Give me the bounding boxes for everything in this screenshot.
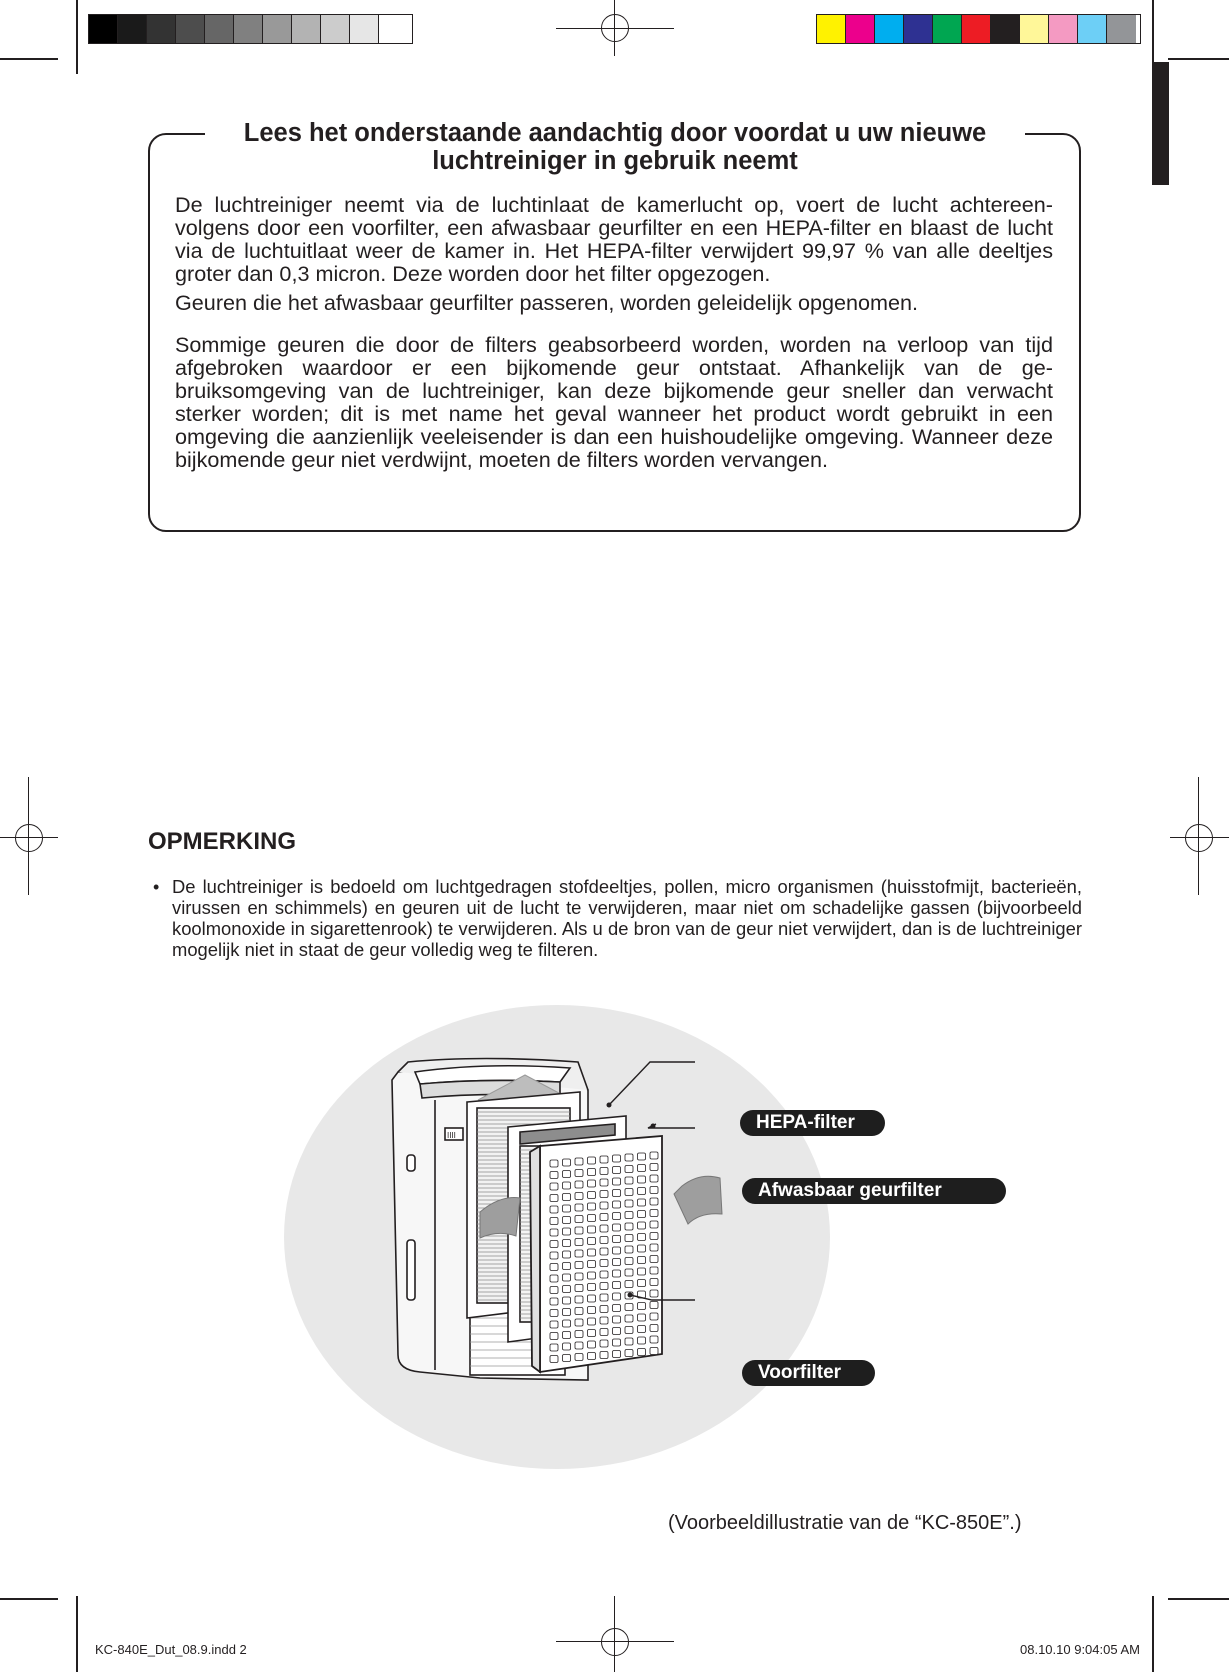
label-pre-filter: Voorfilter xyxy=(742,1360,875,1386)
notice-paragraph-2: Geuren die het afwasbaar geurfilter passeren, worden geleidelijk opgenomen. xyxy=(175,290,919,315)
illustration-caption: (Voorbeeldillustratie van de “KC-850E”.) xyxy=(668,1512,1022,1534)
label-odour-filter: Afwasbaar geurfilter xyxy=(742,1178,1006,1204)
notice-paragraph-1: De luchtreiniger neemt via de luchtinlaat de kamerlucht op, voert de lucht achtereen-volgens door een voorfilter, een afwasbaar geurfilter en een HEPA-filter en blaast de lucht via de luchtuitlaat weer de kamer in. Het HEPA-filter verwijdert 99,97 % van alle deeltjes groter dan 0,3 micron. Deze worden door het filter opgezogen. xyxy=(175,192,1053,286)
color-swatch xyxy=(991,15,1020,43)
footer-file-name: KC-840E_Dut_08.9.indd 2 xyxy=(95,1642,247,1657)
gray-swatch xyxy=(147,15,176,43)
color-swatch xyxy=(933,15,962,43)
gray-swatch xyxy=(263,15,292,43)
gray-swatch xyxy=(118,15,147,43)
color-swatch xyxy=(1049,15,1078,43)
device-display-text: IIII xyxy=(447,1131,456,1140)
color-swatch xyxy=(817,15,846,43)
gray-swatch xyxy=(350,15,379,43)
color-swatch xyxy=(1020,15,1049,43)
notice-title xyxy=(205,119,1025,175)
color-calibration-bar xyxy=(816,14,1141,44)
color-swatch xyxy=(904,15,933,43)
footer-timestamp: 08.10.10 9:04:05 AM xyxy=(1020,1642,1140,1657)
gray-swatch xyxy=(205,15,234,43)
color-swatch xyxy=(875,15,904,43)
air-purifier-illustration xyxy=(270,1000,990,1480)
pre-filter-panel xyxy=(530,1136,662,1372)
notice-title-line1: Lees het onderstaande aandachtig door voordat u uw nieuwe xyxy=(243,119,987,147)
gray-swatch xyxy=(292,15,321,43)
color-swatch xyxy=(1107,15,1136,43)
gray-swatch xyxy=(89,15,118,43)
color-swatch xyxy=(846,15,875,43)
gray-swatch xyxy=(176,15,205,43)
gray-calibration-bar xyxy=(88,14,413,44)
note-heading: OPMERKING xyxy=(148,828,297,855)
note-bullet: • xyxy=(153,877,160,897)
gray-swatch xyxy=(321,15,350,43)
label-hepa-filter: HEPA-filter xyxy=(740,1110,885,1136)
gray-swatch xyxy=(234,15,263,43)
note-text: De luchtreiniger is bedoeld om luchtgedragen stofdeeltjes, pollen, micro organismen (huisstofmijt, bacterieën, virussen en schimmels) en geuren uit de lucht te verwijderen, maar niet om schadelijke gassen (bijvoorbeeld koolmonoxide in sigarettenrook) te verwijderen. Als u de bron van de geur niet verwijdert, dan is de luchtreiniger mogelijk niet in staat de geur volledig weg te filteren. xyxy=(172,876,1082,960)
color-swatch xyxy=(1078,15,1107,43)
color-swatch xyxy=(962,15,991,43)
notice-title-line2: luchtreiniger in gebruik neemt xyxy=(432,147,798,175)
notice-paragraph-3: Sommige geuren die door de filters geabsorbeerd worden, worden na verloop van tijd afgebroken waardoor er een bijkomende geur ontstaat. Afhankelijk van de ge-bruiksomgeving van de luchtreiniger, kan deze bijkomende geur sneller dan verwacht sterker worden; dit is met name het geval wanneer het product wordt gebruikt in een omgeving die aanzienlijk veeleisender is dan een huishoudelijke omgeving. Wanneer deze bijkomende geur niet verdwijnt, moeten de filters worden vervangen. xyxy=(175,332,1053,472)
gray-swatch xyxy=(379,15,408,43)
